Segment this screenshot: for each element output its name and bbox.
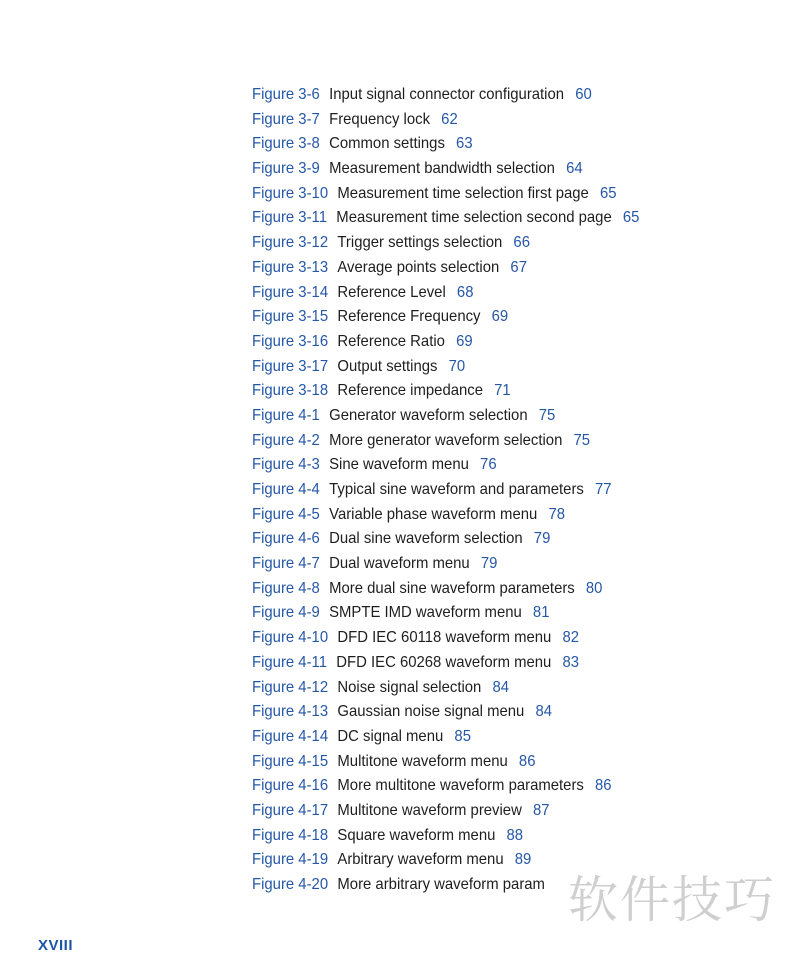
figure-title: Generator waveform selection — [329, 406, 528, 424]
figure-page-link[interactable]: 76 — [480, 456, 497, 474]
figure-label[interactable]: Figure 3-9 — [252, 160, 320, 178]
figure-title: Multitone waveform menu — [337, 752, 508, 770]
figure-page-link[interactable]: 62 — [441, 110, 458, 128]
figure-page-link[interactable]: 66 — [513, 234, 530, 252]
watermark: 软件技巧 — [560, 868, 800, 932]
figure-page-link[interactable]: 86 — [518, 752, 536, 770]
figure-label[interactable]: Figure 3-15 — [252, 308, 329, 326]
figure-entry[interactable] — [252, 750, 639, 775]
figure-page-link[interactable]: 78 — [548, 505, 565, 523]
figure-label[interactable]: Figure 3-11 — [252, 209, 327, 227]
figure-entry[interactable] — [252, 700, 639, 725]
figure-title: Common settings — [329, 135, 445, 153]
figure-entry[interactable] — [252, 799, 639, 824]
figure-title: Measurement time selection second page — [336, 209, 612, 227]
figure-page-link[interactable]: 82 — [562, 629, 580, 647]
figure-entry[interactable] — [252, 503, 639, 528]
figure-label[interactable]: Figure 4-10 — [252, 629, 329, 647]
figure-entry[interactable] — [252, 527, 639, 552]
figure-page-link[interactable]: 79 — [533, 530, 551, 548]
figure-title: More multitone waveform parameters — [337, 777, 584, 795]
figure-page-link[interactable]: 60 — [575, 86, 592, 103]
figure-title: Frequency lock — [329, 110, 431, 128]
figure-entry[interactable] — [252, 379, 639, 404]
figure-page-link[interactable]: 84 — [535, 703, 553, 721]
figure-page-link[interactable]: 68 — [456, 283, 474, 301]
figure-page-link[interactable]: 71 — [494, 382, 511, 400]
figure-page-link[interactable]: 81 — [532, 604, 550, 622]
figure-title: More dual sine waveform parameters — [329, 579, 575, 597]
figure-label[interactable]: Figure 4-2 — [252, 431, 320, 449]
figure-label[interactable]: Figure 4-16 — [252, 777, 329, 795]
figure-label[interactable]: Figure 3-16 — [252, 332, 329, 350]
figure-label[interactable]: Figure 4-1 — [252, 406, 320, 424]
figure-entry[interactable] — [252, 256, 639, 281]
figure-entry[interactable] — [252, 552, 639, 577]
figure-label[interactable]: Figure 4-12 — [252, 678, 329, 696]
figure-title: Input signal connector configuration — [329, 86, 565, 103]
figure-label[interactable]: Figure 4-19 — [252, 851, 329, 869]
figure-entry[interactable] — [252, 429, 639, 454]
figure-page-link[interactable]: 69 — [491, 308, 509, 326]
figure-label[interactable]: Figure 4-5 — [252, 505, 320, 523]
figure-label[interactable]: Figure 3-13 — [252, 258, 329, 276]
figure-title: Dual waveform menu — [329, 555, 470, 573]
figure-entry[interactable] — [252, 157, 639, 182]
figure-entry[interactable] — [252, 651, 639, 676]
figure-title: Reference Level — [337, 283, 446, 301]
figure-page-link[interactable]: 83 — [562, 653, 580, 671]
figure-label[interactable]: Figure 3-17 — [252, 357, 329, 375]
figure-page-link[interactable]: 69 — [456, 332, 473, 350]
figure-title: Reference Frequency — [337, 308, 481, 326]
figure-title: More generator waveform selection — [329, 431, 563, 449]
figure-title: DFD IEC 60268 waveform menu — [336, 653, 552, 671]
figure-page-link[interactable]: 80 — [585, 579, 603, 597]
figure-label[interactable]: Figure 4-17 — [252, 801, 329, 819]
figure-title: Reference Ratio — [337, 332, 445, 350]
figure-title: Sine waveform menu — [329, 456, 469, 474]
figure-page-link[interactable]: 79 — [480, 555, 498, 573]
figure-entry[interactable] — [252, 577, 639, 602]
figure-entry[interactable] — [252, 182, 639, 207]
figure-page-link[interactable]: 70 — [448, 357, 466, 375]
page-number: XVIII — [38, 937, 74, 954]
figure-page-link[interactable]: 88 — [506, 826, 524, 844]
figure-entry[interactable] — [252, 206, 639, 231]
figure-title: Square waveform menu — [337, 826, 496, 844]
figure-entry[interactable] — [252, 305, 639, 330]
figure-page-link[interactable]: 75 — [573, 431, 591, 449]
figure-entry[interactable] — [252, 281, 639, 306]
figure-entry[interactable] — [252, 404, 639, 429]
figure-title: Gaussian noise signal menu — [337, 703, 525, 721]
figure-title: Measurement time selection first page — [337, 184, 589, 202]
figure-entry[interactable] — [252, 478, 639, 503]
figure-title: Noise signal selection — [337, 678, 482, 696]
figure-label[interactable]: Figure 4-18 — [252, 826, 329, 844]
figure-title: SMPTE IMD waveform menu — [329, 604, 522, 622]
figure-title: Multitone waveform preview — [337, 801, 522, 819]
figure-label[interactable]: Figure 3-10 — [252, 184, 329, 202]
figure-label[interactable]: Figure 4-6 — [252, 530, 320, 548]
figure-title: Variable phase waveform menu — [329, 505, 538, 523]
figure-page-link[interactable]: 65 — [599, 184, 617, 202]
figure-page-link[interactable]: 65 — [622, 209, 640, 227]
figure-label[interactable]: Figure 3-12 — [252, 234, 329, 252]
figure-label[interactable]: Figure 4-15 — [252, 752, 329, 770]
figure-entry[interactable] — [252, 132, 639, 157]
figure-entry[interactable] — [252, 355, 639, 380]
figure-page-link[interactable]: 86 — [594, 777, 612, 795]
figure-label[interactable]: Figure 4-8 — [252, 579, 320, 597]
figure-page-link[interactable]: 84 — [492, 678, 510, 696]
figure-entry[interactable] — [252, 626, 639, 651]
figure-label[interactable]: Figure 4-11 — [252, 653, 327, 671]
figure-label[interactable]: Figure 4-3 — [252, 456, 320, 474]
figure-title: DFD IEC 60118 waveform menu — [337, 629, 552, 647]
figure-page-link[interactable]: 87 — [532, 801, 550, 819]
figure-title: Dual sine waveform selection — [329, 530, 523, 548]
figure-label[interactable]: Figure 3-14 — [252, 283, 329, 301]
figure-title: DC signal menu — [337, 727, 444, 745]
figure-page-link[interactable]: 63 — [456, 135, 473, 153]
figure-title: More arbitrary waveform param — [337, 876, 545, 893]
figure-entry[interactable] — [252, 725, 639, 750]
figure-entry[interactable] — [252, 676, 639, 701]
figure-title: Measurement bandwidth selection — [329, 160, 555, 178]
figure-title: Trigger settings selection — [337, 234, 503, 252]
figure-page-link[interactable]: 75 — [538, 406, 556, 424]
figure-label[interactable]: Figure 3-18 — [252, 382, 329, 400]
figure-entry[interactable] — [252, 774, 639, 799]
figure-entry[interactable] — [252, 453, 639, 478]
figure-label[interactable]: Figure 3-7 — [252, 110, 320, 128]
figure-label[interactable]: Figure 4-4 — [252, 481, 320, 498]
figure-label[interactable]: Figure 4-7 — [252, 555, 320, 573]
figure-entry[interactable] — [252, 231, 639, 256]
figure-label[interactable]: Figure 3-6 — [252, 86, 320, 103]
figure-page-link[interactable]: 67 — [510, 258, 527, 276]
figure-entry[interactable] — [252, 108, 639, 133]
figure-page-link[interactable]: 85 — [454, 727, 471, 745]
figure-title: Reference impedance — [337, 382, 483, 400]
figure-entry[interactable] — [252, 824, 639, 849]
figure-list — [252, 83, 669, 898]
figure-title: Arbitrary waveform menu — [337, 851, 504, 869]
figure-entry[interactable] — [252, 330, 639, 355]
figure-page-link[interactable]: 64 — [566, 160, 583, 178]
figure-entry[interactable] — [252, 83, 639, 108]
figure-label[interactable]: Figure 4-14 — [252, 727, 329, 745]
figure-label[interactable]: Figure 3-8 — [252, 135, 320, 153]
figure-entry[interactable] — [252, 601, 639, 626]
figure-label[interactable]: Figure 4-13 — [252, 703, 329, 721]
figure-title: Typical sine waveform and parameters — [329, 481, 584, 498]
figure-title: Output settings — [337, 357, 438, 375]
figure-label[interactable]: Figure 4-20 — [252, 876, 329, 893]
figure-label[interactable]: Figure 4-9 — [252, 604, 320, 622]
figure-page-link[interactable]: 77 — [595, 481, 612, 498]
figure-title: Average points selection — [337, 258, 500, 276]
figure-page-link[interactable]: 89 — [514, 851, 532, 869]
